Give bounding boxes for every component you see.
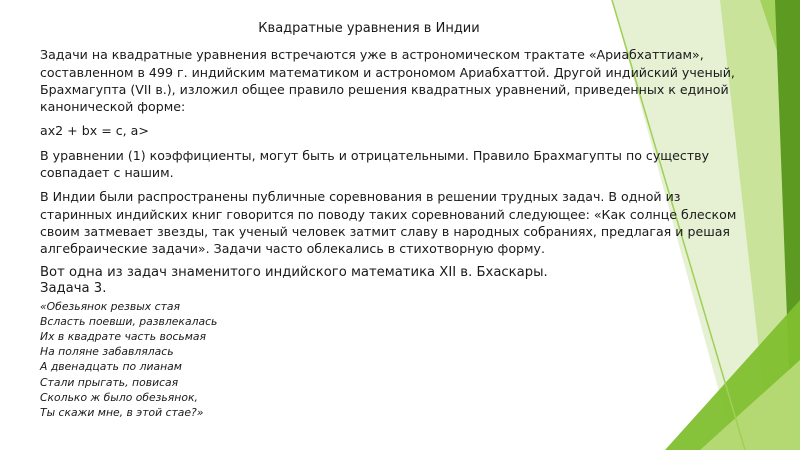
paragraph-bhaskara: Вот одна из задач знаменитого индийского математика XII в. Бхаскары. <box>40 264 548 280</box>
poem-line: Их в квадрате часть восьмая <box>40 329 207 343</box>
paragraph-formula: ax2 + bx = c, a> <box>40 123 149 139</box>
paragraph-intro: Задачи на квадратные уравнения встречаются уже в астрономическом трактате «Ариабхаттиам», составленном в 499 г. индийским математиком и астрономом Ариабхаттой. Другой индийский ученый, Брахмагупта (VII в.), изложил общее правило решения квадратных уравнений, приведенных к единой канонической форме: <box>40 47 735 115</box>
paragraph-coefficients: В уравнении (1) коэффициенты, могут быть и отрицательными. Правило Брахмагупты по существу совпадает с нашим. <box>40 147 710 181</box>
poem-line: Всласть поевши, развлекалась <box>40 314 218 328</box>
poem-line: Сколько ж было обезьянок, <box>40 390 198 404</box>
poem-line: Стали прыгать, повисая <box>40 375 179 389</box>
task-label: Задача 3. <box>40 280 107 296</box>
poem-line: «Обезьянок резвых стая <box>40 299 180 313</box>
poem-line: А двенадцать по лианам <box>40 360 182 374</box>
poem <box>40 299 750 421</box>
poem-line: Ты скажи мне, в этой стае?» <box>40 405 204 419</box>
poem-line: На поляне забавлялась <box>40 345 174 359</box>
paragraph-competitions: В Индии были распространены публичные соревнования в решении трудных задач. В одной из старинных индийских книг говорится по поводу таких соревнований следующее: «Как солнце блеском своим затмевает звезды, так ученый человек затмит славу в народных собраниях, предлагая и решая алгебраические задачи». Задачи часто облекались в стихотворную форму. <box>40 189 737 257</box>
slide-content <box>40 20 750 420</box>
slide-title: Квадратные уравнения в Индии <box>258 21 480 36</box>
